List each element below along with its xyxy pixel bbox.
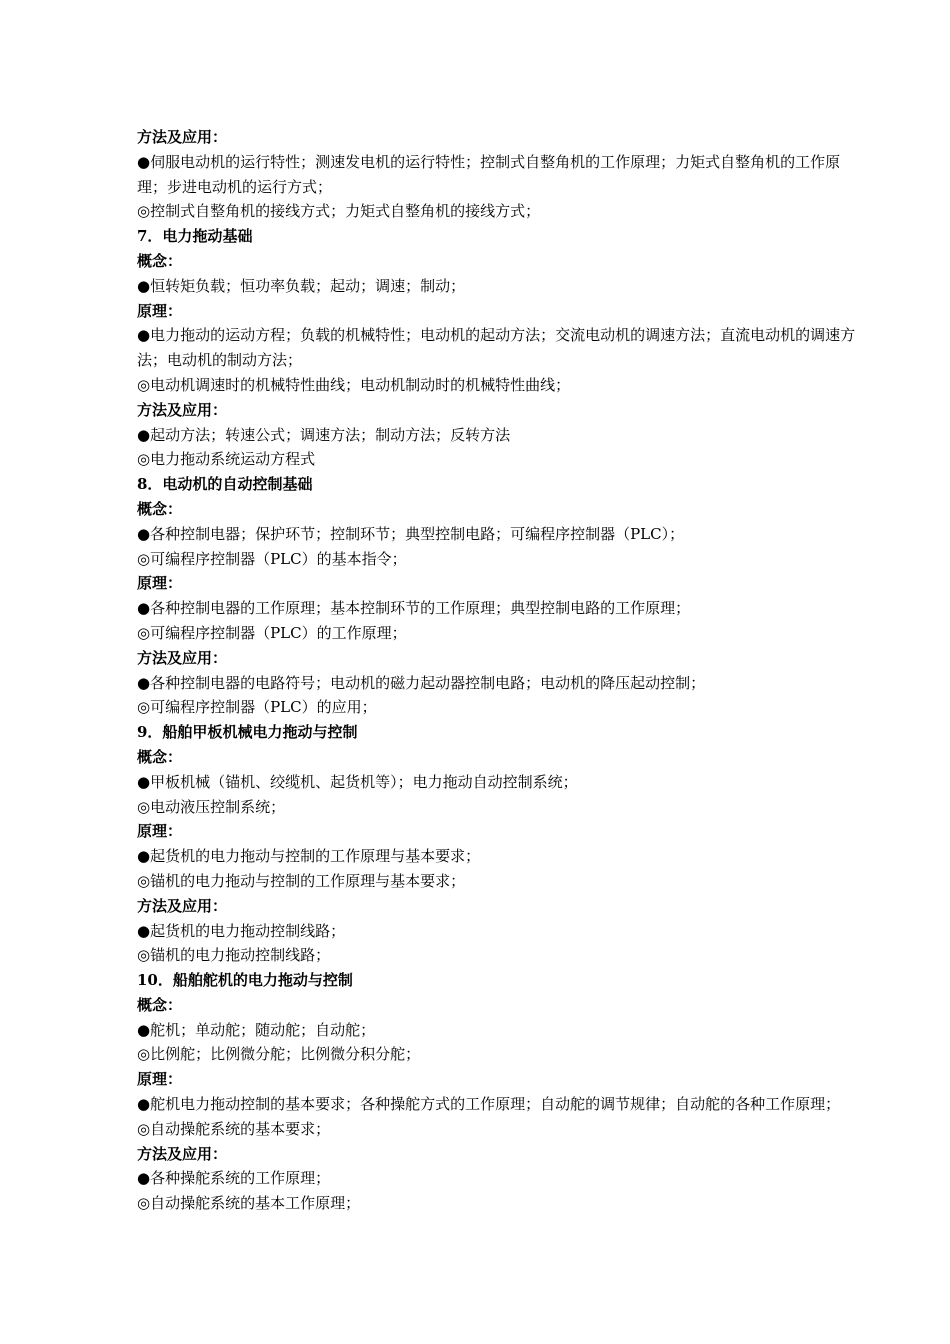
subsection-label: 原理： xyxy=(137,301,183,320)
subsection-label: 方法及应用： xyxy=(137,128,228,146)
primary-item: ●各种控制电器的工作原理；基本控制环节的工作原理；典型控制电路的工作原理； xyxy=(137,599,691,618)
secondary-item: ◎自动操舵系统的基本要求； xyxy=(137,1119,331,1138)
subsection-label: 原理： xyxy=(137,574,183,593)
section-heading: 7．电力拖动基础 xyxy=(137,227,253,246)
secondary-item: ◎电力拖动系统运动方程式 xyxy=(137,450,316,469)
subsection-label: 原理： xyxy=(137,822,183,841)
secondary-item: ◎可编程序控制器（PLC）的应用； xyxy=(137,698,377,717)
subsection-label: 方法及应用： xyxy=(137,648,228,667)
primary-item: ●各种控制电器；保护环节；控制环节；典型控制电路；可编程序控制器（PLC）； xyxy=(137,524,685,543)
secondary-item: ◎自动操舵系统的基本工作原理； xyxy=(137,1194,361,1213)
secondary-item: ◎比例舵；比例微分舵；比例微分积分舵； xyxy=(137,1045,421,1064)
secondary-item: ◎锚机的电力拖动控制线路； xyxy=(137,946,331,965)
section-heading: 8．电动机的自动控制基础 xyxy=(137,475,313,494)
subsection-label: 方法及应用： xyxy=(137,1144,228,1163)
subsection-label: 概念： xyxy=(137,995,183,1014)
subsection-label: 概念： xyxy=(137,499,183,518)
secondary-item: ◎可编程序控制器（PLC）的基本指令； xyxy=(137,549,407,568)
section-heading: 9．船舶甲板机械电力拖动与控制 xyxy=(137,723,358,742)
primary-item: ●起动方法；转速公式；调速方法；制动方法；反转方法 xyxy=(137,425,511,444)
subsection-label: 方法及应用： xyxy=(137,896,228,915)
secondary-item: ◎电动机调速时的机械特性曲线；电动机制动时的机械特性曲线； xyxy=(137,375,571,394)
primary-item: ●舵机电力拖动控制的基本要求；各种操舵方式的工作原理；自动舵的调节规律；自动舵的各种工作原理； xyxy=(137,1095,841,1114)
primary-item: ●舵机；单动舵；随动舵；自动舵； xyxy=(137,1020,376,1039)
primary-item: ●电力拖动的运动方程；负载的机械特性；电动机的起动方法；交流电动机的调速方法；直流电动机的调速方法；电动机的制动方法； xyxy=(137,326,856,370)
subsection-label: 原理： xyxy=(137,1070,183,1089)
subsection-label: 方法及应用： xyxy=(137,400,228,419)
primary-item: ●甲板机械（锚机、绞缆机、起货机等）；电力拖动自动控制系统； xyxy=(137,772,578,791)
secondary-item: ◎电动液压控制系统； xyxy=(137,797,286,816)
subsection-label: 概念： xyxy=(137,251,183,270)
primary-item: ●各种控制电器的电路符号；电动机的磁力起动器控制电路；电动机的降压起动控制； xyxy=(137,673,706,692)
primary-item: ●伺服电动机的运行特性；测速发电机的运行特性；控制式自整角机的工作原理；力矩式自整角机的工作原理；步进电动机的运行方式； xyxy=(137,152,841,196)
secondary-item: ◎控制式自整角机的接线方式；力矩式自整角机的接线方式； xyxy=(137,202,541,221)
section-heading: 10．船舶舵机的电力拖动与控制 xyxy=(137,971,353,990)
subsection-label: 概念： xyxy=(137,747,183,766)
primary-item: ●各种操舵系统的工作原理； xyxy=(137,1169,331,1188)
document-body xyxy=(137,125,865,1216)
primary-item: ●恒转矩负载；恒功率负载；起动；调速；制动； xyxy=(137,276,466,295)
secondary-item: ◎锚机的电力拖动与控制的工作原理与基本要求； xyxy=(137,871,466,890)
secondary-item: ◎可编程序控制器（PLC）的工作原理； xyxy=(137,623,407,642)
primary-item: ●起货机的电力拖动控制线路； xyxy=(137,921,346,940)
primary-item: ●起货机的电力拖动与控制的工作原理与基本要求； xyxy=(137,847,481,866)
